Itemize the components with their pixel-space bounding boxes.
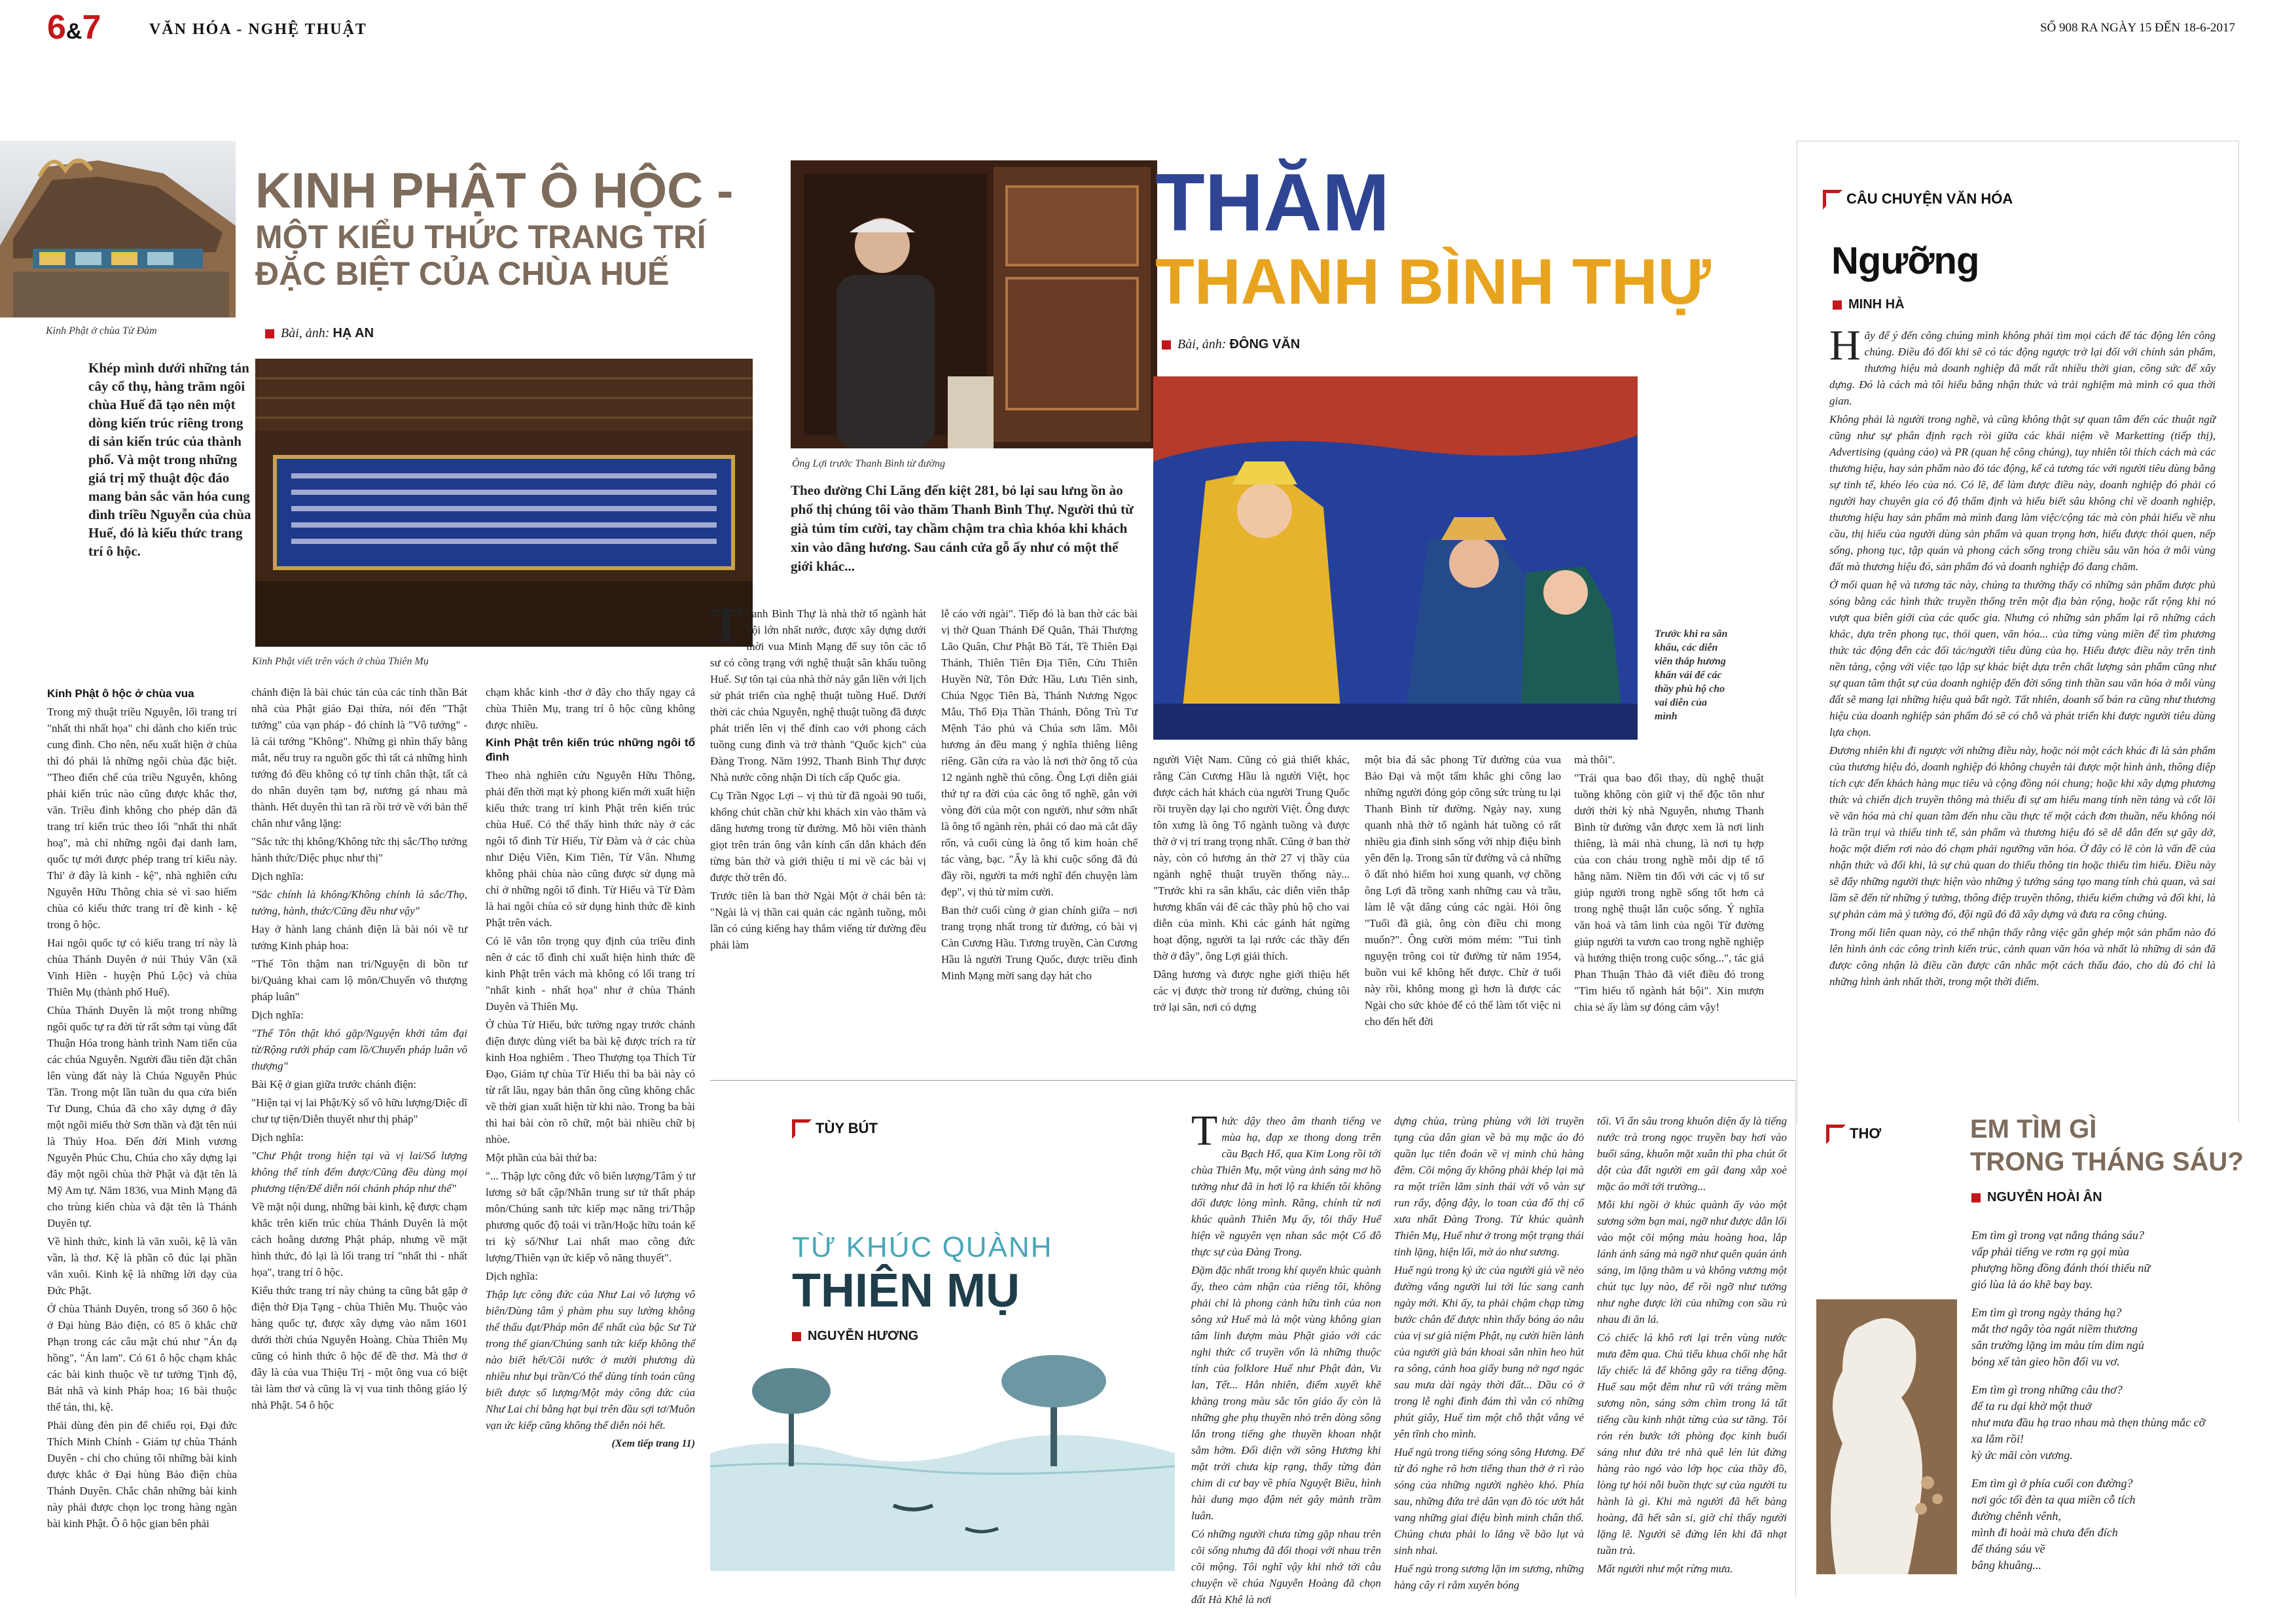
byline-label: Bài, ảnh: bbox=[1177, 337, 1227, 352]
article1-subhead-1: Kinh Phật ô hộc ở chùa vua bbox=[47, 687, 194, 700]
issue-info: SỐ 908 RA NGÀY 15 ĐẾN 18-6-2017 bbox=[2039, 21, 2235, 35]
poem-illustration bbox=[1816, 1299, 1957, 1574]
article3-body bbox=[1829, 321, 2216, 992]
article4-author-name: NGUYỄN HƯƠNG bbox=[808, 1329, 919, 1343]
article1-paragraph: Có lẽ vẫn tôn trọng quy định của triều đình nên ở các tổ đình chỉ xuất hiện hình thức đề kinh Phật trên vách mà không có lối trang trí "nhất kinh - nhất họa" như ở chùa Thánh Duyên và Thiên Mụ. bbox=[486, 935, 695, 1013]
article1-title-line2: MỘT KIỂU THỨC TRANG TRÍ bbox=[255, 219, 706, 255]
poem-line: như mưa đầu hạ trao nhau mà thẹn thùng mắc cỡ bbox=[1971, 1416, 2206, 1429]
article1-column-1 bbox=[47, 684, 237, 1534]
poem-line: nơi góc tối đèn ta qua miền cỗ tích bbox=[1971, 1493, 2136, 1506]
tag-bracket-icon bbox=[1823, 190, 1842, 209]
article1-byline bbox=[265, 326, 374, 341]
article4-paragraph: Có chiếc lá khô rơi lại trên vùng nước mưa đêm qua. Chú tiểu khua chổi nhẹ hắt lấy chiếc lá để không gây ra tiếng động. Huế sau một đêm như rũ với tráng mềm sương nồn, sáng sớm chìm trong lá tất tiếng cầu kinh nhặt từng của sư tăng. Tôi rón rén bước tới phòng đọc kinh buổi sáng như đứa trẻ nhà quê lén lút đứng hàng rào ngó vào lớp học của thầy đồ, lòng tự hỏi nỗi buồn thực sự của người tu hành là gì. Khi mà người đã hết bàng hoàng, đã hết sân si, giờ chỉ thấy người lặng lẽ. Người sẽ đứng lên khi đã nhạt tuần trà. bbox=[1597, 1331, 1787, 1557]
article1-translation: "Sắc chính là không/Không chính là sắc/Thọ, tưởng, hành, thức/Cũng đều như vậy" bbox=[251, 888, 467, 917]
article3-paragraph: Đương nhiên khi đi ngược với những điều này, hoặc nói một cách khác đi là sản phẩm của thương hiệu đó, doanh nghiệp đó không chuyên tải được một hình ảnh, thông điệp tích cực đến khách hàng mục tiêu và cộng đồng nói chung; hoặc khi xây dựng phương thức và chiến dịch truyền thông mà thiếu đi sự am hiểu mang tính nền tảng và cốt lõi về văn hóa mà chỉ quan tâm đến nhu cầu thực tế một cách đơn thuần, nếu không nói là trần trụi và thiếu tinh tế, sản phẩm và thương hiệu đó sẽ dễ dẫn đến sự gây dở, hoặc một điểm rơi nào đó chạm phải ngưỡng văn hóa. Ở đây có lẽ còn là vấn đề của nhận thức và đối khi, là sự chủ quan do thiếu thông tin hoặc thiếu tìm hiểu. Điều này sẽ đẩy những người thực hiện vào những ý tưởng sáng tạo mang tính chủ quan, và sai lầm sẽ đến từ những ý tưởng, thông điệp truyền thông, thiếu kiểm chứng và đối khi, là sự phản cảm mà ý tưởng đó, đội ngũ đó đã xây dựng và đưa ra công chúng. bbox=[1829, 744, 2216, 920]
article4-paragraph: Đặm đặc nhất trong khí quyển khúc quành ấy, theo cảm nhận của riêng tôi, không phải chỉ là phong cảnh hữu tình của non sông xứ Huế mà là một vùng không gian tâm linh đượm màu Phật giáo với các nghi thức cổ truyền vốn là những thuộc tính của folklore Huế như Phật đản, Vu lan, Tết... Hẳn nhiên, điểm xuyết khẽ khàng trong màu sắc tôn giáo ấy còn là những ghe phụ thuyền nhỏ trên dòng sông lẫn trong tiếng ghe thuyền khoan nhặt sắm hờm. Đối diện với sông Hương khi mặt trời chưa kịp rạng, thấy từng đàn chim di cư bay về phía Nguyệt Biều, hình hài dung mạo đậm nét gây mảnh trầm luân. bbox=[1191, 1264, 1381, 1522]
article1-title-line1: KINH PHẬT Ô HỘC - bbox=[255, 163, 734, 219]
article2-paragraph: Dâng hương và được nghe giới thiệu hết các vị được thờ trong từ đường, chúng tôi trở lại sân, nơi có dựng bbox=[1153, 968, 1350, 1013]
article2-sapo: Theo đường Chi Lăng đến kiệt 281, bỏ lại sau lưng ồn ào phố thị chúng tôi vào thăm Thanh Bình Thự. Người thủ từ già tủm tỉm cười, tay chầm chậm tra chìa khóa khi khách xin vào dâng hương. Sau cánh cửa gỗ ấy như có một thế giới khác... bbox=[791, 482, 1134, 574]
article4-paragraph: Huế ngủ trong kỷ ức của người già về nẻo đường vắng người lui tới lúc sang canh ngày mới. Khi ấy, ta phải chậm chạp từng bước chân để được nhìn thấy bóng áo nâu của vị sư già niệm Phật, nụ cười hiền lành của người già bán khoai sắn nhìn heo hút ra sông, cánh hoa giấy bung nở ngơ ngác sau mưa dài ngày thời đất... Dầu có ở trong lễ nghi đình đám thì vẫn có những phút giây, Huế tìm một chỗ thật vắng vẻ yên tĩnh cho mình. bbox=[1394, 1264, 1584, 1440]
poem-line: Em tìm gì ở phía cuối con đường? bbox=[1971, 1477, 2133, 1490]
article1-paragraph: Hai ngôi quốc tự có kiểu trang trí này là chùa Thánh Duyên ở núi Thúy Vân (xã Vinh Hiền - huyện Phú Lộc) và chùa Thiên Mụ (thành phố Huế). bbox=[47, 937, 237, 998]
article3-paragraph: Trong mối liên quan này, có thể nhận thấy rằng việc gắn ghép một sản phẩm nào đó lên hình ảnh các công trình kiến trúc, cảnh quan văn hóa và nhất là những di sản đã được công nhận là điều cần được cân nhắc một cách thấu đáo, cho dù đó chỉ là những hình ảnh nhất thời, trong một thời điểm. bbox=[1829, 926, 2216, 988]
article4-title-line2: THIÊN MỤ bbox=[792, 1265, 1020, 1317]
article1-paragraph: "... Thập lực công đức vô biên lượng/Tâm ý tư lương sở bất cập/Nhân trung sư tử thất pháp môn/Chúng sanh tức kiếp mạc năng tri/Thập phương quốc độ toái vi trần/Hoặc hữu toán kế tri kỳ số/Như Lai nhất mao công đức lượng/Thiên vạn ức kiếp vô năng thuyết". bbox=[486, 1170, 695, 1264]
old-man-caption: Ông Lợi trước Thanh Bình từ đường bbox=[792, 458, 946, 469]
page-header bbox=[0, 0, 2281, 52]
article1-column-2 bbox=[251, 684, 467, 1415]
article1-paragraph: chạm khắc kinh -thơ ở đây cho thấy ngay cả chùa Thiên Mụ, trang trí ô hộc cũng không được nhiều. bbox=[486, 686, 695, 731]
article2-title bbox=[1155, 160, 1731, 317]
shrine-photo-icon bbox=[791, 160, 1157, 448]
poem-line: Em tìm gì trong ngày tháng hạ? bbox=[1971, 1306, 2122, 1319]
roof-photo-caption: Kinh Phật ở chùa Từ Đàm bbox=[46, 325, 157, 336]
article2-paragraph: "Trái qua bao đổi thay, dù nghệ thuật tuồng không còn giữ vị thế độc tôn như dưới thời kỳ nhà Nguyễn, nhưng Thanh Bình từ đường vẫn được xem là nơi linh thiêng, là mái nhà chung, là nơi tụ hợp của con cháu trong nghề mỗi dịp tế tổ hằng năm. Niềm tin đối với các vị tổ sư giúp người trong nghề sống tốt hơn cả trong nghệ thuật lẫn cuộc sống. Ý nghĩa văn hoá và tâm linh của ngôi Từ đường giúp người ta vươn cao trong nghề nghiệp và hướng thiện trong cuộc sống...", tác giả Phan Thuận Thảo đã viết điều đó trong "Tìm hiểu tổ ngành hát bội". Xin mượn chia sẻ ấy làm sự đóng cảm vậy! bbox=[1574, 772, 1764, 1013]
article4-paragraph: Có những người chưa từng gặp nhau trên cõi sống nhưng đã đối thoại với nhau trên cõi mộng. Tôi nghĩ vậy khi nhớ tới câu chuyện về chúa Nguyễn Hoàng đã chọn đất Hà Khê là nơi bbox=[1191, 1528, 1381, 1606]
page-number-right: 7 bbox=[82, 9, 101, 46]
article1-paragraph: Hay ở hành lang chánh điện là bài nói về tư tưởng Kinh pháp hoa: bbox=[251, 923, 467, 952]
continued-note: (Xem tiếp trang 11) bbox=[611, 1438, 695, 1449]
article2-paragraph-text: hanh Bình Thự là nhà thờ tổ ngành hát bội lớn nhất nước, được xây dựng dưới thời vua Minh Mạng để suy tôn các tổ sư có công trạng với nghệ thuật sân khấu tuồng Huế. Sự tôn tại của nhà thờ này gắn liền với lịch sử phát triển của nghệ thuật tuồng Huế. Dưới thời các chúa Nguyễn, nghệ thuật tuồng đã được phát triển lên vị thế đỉnh cao với phong cách tuồng cung đình và trở thành "Quốc kịch" của Đàng Trong. Năm 1992, Thanh Bình Thự được Nhà nước công nhận Di tích cấp Quốc gia. bbox=[710, 607, 926, 784]
article1-paragraph: Ở chùa Từ Hiếu, bức tường ngay trước chánh điện được dùng viết ba bài kệ được trích ra từ kinh Hoa nghiêm . Theo Thượng tọa Thích Từ Đạo, Giám tự chùa Từ Hiếu thì ba bài này có từ rất lâu, ngay bản thân ông cũng không chắc về thời gian xuất hiện từ khi nào. Trong ba bài thì hai bài còn rõ chữ, một bài nhiều chữ bị nhòe. bbox=[486, 1019, 695, 1146]
article4-title-line1: TỪ KHÚC QUÀNH bbox=[792, 1231, 1053, 1263]
article1-paragraph: Về hình thức, kinh là văn xuôi, kệ là văn vần, là thơ. Kệ là phần cô đúc lại phần văn xuôi. Kinh kệ là những lời dạy của Đức Phật. bbox=[47, 1235, 237, 1297]
poem-line: mắt thơ ngây tòa ngát niềm thương bbox=[1971, 1322, 2138, 1335]
article4-column-3 bbox=[1597, 1113, 1787, 1579]
byline-marker-icon bbox=[265, 329, 274, 338]
article1-sapo: Khép mình dưới những tán cây cổ thụ, hàng trăm ngôi chùa Huế đã tạo nên một dòng kiến trúc riêng trong di sản kiến trúc của thành phố. Và một trong những giá trị mỹ thuật độc đáo mang bản sắc văn hóa cung đình triều Nguyễn của chùa Huế, đó là kiểu thức trang trí ô hộc. bbox=[88, 360, 251, 559]
poem-tag bbox=[1826, 1125, 1881, 1144]
page-number-amp: & bbox=[65, 19, 82, 44]
article1-paragraph: Dịch nghĩa: bbox=[251, 1009, 304, 1021]
article1-paragraph: Chùa Thánh Duyên là một trong những ngôi quốc tự ra đời từ rất sớm tại vùng đất Thuận Hóa trong hành trình Nam tiến của các chúa Nguyễn. Người đầu tiên đặt chân lên vùng đất này là Chúa Nguyễn Phúc Tần. Trong một lần tuần du qua cửa biển Tư Dung, Chúa đã cho xây dựng ở đây một ngôi miếu thờ Sơn thần và đặt tên núi là Thúy Hoa. Đến đời Minh vương Nguyễn Phúc Chu, Chúa cho xây dựng lại đây một ngôi chùa thờ Phật và đặt tên là Mỹ Am tự. Năm 1836, vua Minh Mạng đã cho trùng kiến chùa và đặt tên là Thánh Duyên tự. bbox=[47, 1004, 237, 1229]
girl-silhouette-icon bbox=[1816, 1299, 1957, 1574]
stage-photo bbox=[1153, 376, 1638, 740]
poem-line: để ta ru dại khờ một thuở bbox=[1971, 1399, 2092, 1413]
article3-author bbox=[1833, 297, 1905, 312]
scripture-panel-icon bbox=[255, 359, 753, 653]
roof-photo bbox=[0, 141, 236, 317]
stage-photo-caption: Trước khi ra sân khấu, các diễn viên thắp hương khấn vái để các thầy phù hộ cho vai diễn của mình bbox=[1655, 628, 1728, 722]
article2-byline bbox=[1162, 337, 1300, 352]
article1-paragraph: "Sắc tức thị không/Không tức thị sắc/Thọ tưởng hành thức/Diệc phục như thị" bbox=[251, 835, 467, 864]
byline-author: ĐÔNG VĂN bbox=[1229, 337, 1301, 352]
article1-paragraph: Kiểu thức trang trí này chúng ta cũng bắt gặp ở điện thờ Địa Tạng - chùa Thiên Mụ. Thuộc vào hàng quốc tự, được xây dựng vào năm 1601 dưới thời chúa Nguyễn Hoàng. Chùa Thiên Mụ cũng có hình thức ô hộc để đề thơ. Mà thơ ở đây là của vua Thiệu Trị - một ông vua có biệt tài làm thơ và cũng là vị vua tinh thông giáo lý nhà Phật. 54 ô hộc bbox=[251, 1284, 467, 1411]
article2-paragraph: Trước tiên là ban thờ Ngài Một ở chái bên tả: "Ngài là vị thần cai quản các ngành tuồng, mỗi lần có cúng kiếng hay thắm viếng từ đường đều phải làm bbox=[710, 890, 926, 951]
article1-paragraph: "Hiện tại vị lai Phật/Kỳ số vô hữu lượng/Diệc dĩ chư tự tiện/Diễn thuyết như thị pháp" bbox=[251, 1096, 467, 1125]
section-title: VĂN HÓA - NGHỆ THUẬT bbox=[149, 21, 367, 38]
article4-paragraph: Mỗi khi ngồi ở khúc quành ấy vào một sương sớm bạn mai, ngỡ như được dẫn lối vào một cõi mộng màu hoàng hoa, lắp lánh ánh sáng mà ngỡ như quên quán ánh sáng, im lặng thăm u và không vương một chút tục lụy nào, để rồi ngỡ như tưởng như nghe được lời của những con sầu rủ nhau đi ăn lá. bbox=[1597, 1199, 1787, 1326]
culture-story-tag-text: CÂU CHUYỆN VĂN HÓA bbox=[1846, 190, 2013, 207]
article1-translation: "Chư Phật trong hiện tại và vị lai/Số lượng không thể tính đếm được/Cũng đều dùng mọi phương tiện/Để diễn nói chánh pháp như thế" bbox=[251, 1149, 467, 1195]
poem-line: vấp phải tiếng ve rơm rạ gọi mùa bbox=[1971, 1245, 2130, 1258]
article1-translation: "Thế Tôn thật khó gặp/Nguyện khởi tâm đại từ/Rộng rưới pháp cam lồ/Chuyển pháp luân vô thượng" bbox=[251, 1027, 467, 1072]
poem-line: kỳ ức mãi còn vương. bbox=[1971, 1449, 2073, 1462]
article3-title: Ngưỡng bbox=[1831, 240, 1979, 282]
poem-stanza bbox=[1971, 1475, 2233, 1574]
article2-paragraph: mà thôi". bbox=[1574, 753, 1615, 766]
article1-paragraph: Phải dùng đèn pin để chiếu rọi, Đại đức Thích Minh Chính - Giám tự chùa Thánh Duyên - chỉ cho chúng tôi những bài kinh được khắc ở Đại hùng Bảo điện chùa Thánh Duyên. Chắc chắn những bài kinh này phải được chọn lọc trong hàng ngàn bài kinh Phật. Ô ô hộc gian bên phải bbox=[47, 1419, 237, 1530]
article2-dropcap: T bbox=[710, 599, 743, 653]
poem-line: Em tìm gì trong vạt nắng tháng sáu? bbox=[1971, 1229, 2144, 1242]
old-man-photo bbox=[791, 160, 1157, 448]
article1-paragraph: chánh điện là bài chúc tán của các tỉnh thần Bát nhã của Phật giáo Đại thừa, nói đến "Thật tướng" của vạn pháp - đó chính là "Vô tướng" - là cái tướng "Không". Những gì nhìn thấy bằng mắt, nếu truy ra nguồn gốc thì tất cả những hình tướng đó đều không có tự tính chân thật, tất cả do nhân duyên tạm bợ, nương gá nhau mà thành. Hết duyên thì tan rã rồi trở về với bản thể chân như vắng lặng: bbox=[251, 686, 467, 829]
article1-paragraph: "Thế Tôn thậm nan tri/Nguyện di bồn tư bi/Quảng khai cam lộ môn/Chuyển vô thượng pháp luân" bbox=[251, 958, 467, 1003]
article1-paragraph: Bài Kệ ở gian giữa trước chánh điện: bbox=[251, 1078, 417, 1091]
poem-line: bâng khuâng... bbox=[1971, 1559, 2041, 1572]
article4-paragraph: dựng chùa, trùng phùng với lời truyền tụng của dân gian về bà mụ mặc áo đỏ quần lục tiên đoán về vị minh chủ hàng đêm. Cõi mộng ấy không phải khép lại mà ra một triền lãm sinh thái với vô vàn sự run rẩy, động đậy, lo toan của đố thị cổ xưa nhất Đàng Trong. Từ khúc quành Thiên Mụ, Huế như ở trong một trạng thái tinh lặng, hiện lối, mờ áo như sương. bbox=[1394, 1115, 1584, 1258]
article4-dropcap: T bbox=[1191, 1107, 1218, 1155]
article1-paragraph: Ở chùa Thánh Duyên, trong số 360 ô hộc ở Đại hùng Bảo điện, có 85 ô khắc chữ Phạn trong các câu mật chú như "Án đạ hồng", "Án lam". Có 61 ô hộc chạm khắc các bài kinh thuộc về tư tưởng Tịnh độ, Bát nhã và kinh Pháp hoa; 16 bài thuộc thể tán, thi, kệ. bbox=[47, 1303, 237, 1413]
scripture-panel-caption: Kinh Phật viết trên vách ở chùa Thiên Mụ bbox=[252, 656, 429, 667]
byline-label: Bài, ảnh: bbox=[281, 326, 330, 340]
article3-paragraph: Không phải là người trong nghề, và cũng không thật sự quan tâm đến các thuật ngữ cũng như sự phân định rạch ròi giữa các khái niệm về Marketting (tiếp thị), Advertising (quảng cáo) và PR (quan hệ công chúng), tuy nhiên tôi thích cách mà các thương hiệu, hay sản phẩm nào đó tác động, kể cả tương tác với người tiêu dùng bằng sự tinh tế, khéo léo của nó. Có lẽ, để làm được điều này, doanh nghiệp đó phải có người hay chuyên gia có độ thẩm định và hiểu biết sâu không chỉ về doanh nghiệp, thương hiệu hay sản phẩm mà mình đang làm việc/cộng tác mà còn phải hiểu về nhu cầu, thị hiếu của người dùng sản phẩm và quan trọng hơn, hiểu được thói quen, nếp sống, phong tục, tập quán và phong cách sống trong chiều sâu văn hóa ở mỗi vùng đất mà thương hiệu đó, sản phẩm đó và doanh nghiệp đó đang chăm. bbox=[1829, 413, 2216, 573]
section-rule bbox=[710, 1080, 1795, 1081]
poem-body bbox=[1971, 1227, 2233, 1574]
byline-author: HẠ AN bbox=[332, 326, 374, 340]
poem-line: bóng xế tàn gieo hồn đổi vu vơ. bbox=[1971, 1355, 2120, 1368]
article1-title-line3: ĐẶC BIỆT CỦA CHÙA HUẾ bbox=[255, 255, 670, 292]
article2-column-4 bbox=[1365, 751, 1561, 1032]
article4-paragraph: Mất người như một rừng mưa. bbox=[1597, 1562, 1733, 1575]
poem-tag-text: THƠ bbox=[1850, 1125, 1882, 1142]
poem-line: Em tìm gì trong những câu thơ? bbox=[1971, 1383, 2123, 1396]
page-number bbox=[47, 8, 101, 47]
river-tree-boat-icon bbox=[710, 1355, 1175, 1571]
poem-line: sân trường lặng im màu tím dim ngủ bbox=[1971, 1339, 2144, 1352]
article3-paragraph bbox=[1829, 321, 2216, 409]
tag-bracket-icon bbox=[792, 1119, 812, 1139]
poem-line: đường chênh vênh, bbox=[1971, 1509, 2061, 1523]
article3-paragraph-text: ãy để ý đến công chúng mình không phải tìm mọi cách để tác động lên công chúng. Điều đó đối khi sẽ có tác động ngược trở lại đối với chính sản phẩm, thương hiệu mà doanh nghiệp đã mất rất nhiều thời gian, công sức để xây dựng. Đó là cách mà tôi hiểu bằng nhận thức và trải nghiệm mà mình có qua thời gian. bbox=[1829, 329, 2216, 407]
article4-paragraph-text: hức dậy theo âm thanh tiếng ve mùa hạ, đạp xe thong dong trên cầu Bạch Hổ, qua Kim Long rồi tới chùa Thiên Mụ, một vùng ảnh sáng mơ hồ tưởng như đã in hơi lộ ra khiến tôi không dối được lòng mình. Rằng, chính từ nơi khúc quành Thiên Mụ ấy, tôi thấy Huế hiện về nguyên vẹn nhan sắc một Cố đô thực sự của Đàng Trong. bbox=[1191, 1115, 1381, 1258]
article2-paragraph: Cụ Trần Ngọc Lợi – vị thủ từ đã ngoài 90 tuổi, khổng chút chần chừ khi khách xin vào thăm và dâng hương trong từ đường. Mỗ hồi viên thành giọt trên trán ông vẫn kính cẩn dẫn khách đến từng bàn thờ và giới thiệu tỉ mỉ về các bài vị được thờ trên đó. bbox=[710, 789, 926, 884]
article2-paragraph bbox=[710, 599, 926, 785]
article2-paragraph: người Việt Nam. Cũng có giả thiết khác, rằng Càn Cương Hầu là người Việt, học được cách hát khách của người Trung Quốc rồi truyền dạy lại cho người Việt. Ông được tôn xưng là ông Tổ ngành tuồng và được thờ ở vị trí trang trọng nhất. Cũng ở ban thờ này, còn có hương án thờ 27 vị thầy của ngành nghệ thuật truyền thống này... "Trước khi ra sân khấu, các diễn viên thắp hương khấn vái để các thầy phù hộ cho vai diễn của mình. Khi các gánh hát ngừng hoạt động, người ta lại rước các thầy đến thờ ở đây", ông Lợi giải thích. bbox=[1153, 753, 1350, 962]
article2-paragraph: một bia đá sắc phong Từ đường của vua Bảo Đại và một tấm khắc ghi công lao những người đóng góp công sức trùng tu lại Thanh Bình từ đường. Ngày nay, xung quanh nhà thờ tổ ngành hát tuồng có rất nhiều gia đình sinh sống với nhịp điệu bình yên đến lạ. Trong sân từ đường và cả những ô đất nhỏ hiếm hoi xung quanh, vợ chồng ông Lợi đã trồng xanh những cau và trầu, làm lễ vật dâng cúng các ngài. Hỏi ông "Tuổi đã già, ông còn điều chi mong muốn?". Ông cười mỏm mém: "Tui tình nguyện trông coi từ đường từ năm 1954, buồn vui kể không hết được. Chừ ở tuổi này rồi, không mong gì hơn là được các Ngài cho sức khỏe để có thể làm tốt việc ni cho đến hết đời bbox=[1365, 753, 1561, 1028]
tag-bracket-icon bbox=[1826, 1125, 1846, 1144]
article1-paragraph: Về mặt nội dung, những bài kinh, kệ được chạm khắc trên kiến trúc chùa Thánh Duyên là một cách hoằng dương Phật pháp, nhưng về mặt hình thức, đó lại là lối trang trí "nhất thi - nhất họa", trang trí ô hộc. bbox=[251, 1200, 467, 1278]
poem-title-line2: TRONG THÁNG SÁU? bbox=[1970, 1147, 2244, 1176]
article4-paragraph: Huế ngủ trong sương lặn im sương, những hàng cây ri rắm xuyên bóng bbox=[1394, 1562, 1584, 1591]
poem-line: phượng hồng đồng đánh thói thiếu nữ bbox=[1971, 1261, 2151, 1274]
author-marker-icon bbox=[1971, 1193, 1981, 1202]
article2-paragraph: lễ cáo với ngài". Tiếp đó là ban thờ các bài vị thờ Quan Thánh Đế Quân, Thái Thượng Lão Quân, Chư Phật Bồ Tát, Tề Thiên Đại Thánh, Thiên Tiên Địa Tiên, Cửu Thiên Huyền Nữ, Tôn Đức Hầu, Lưu Tiên sinh, Chúa Ngọc Tiên Bà, Thánh Nương Ngọc Mẫu, Thổ Địa Thần Thánh, Đông Trù Tư Mệnh Táo phủ và Chúa sơn lâm. Mỗi hương án đều mang ý nghĩa thiêng liêng riêng. Gần cửa ra vào là nơi thờ ông tổ của 12 ngành nghề thủ công. Ông Lợi diễn giải thứ tự ra đời của các ông tổ nghề, gắn với vòng đời của một con người, như sớm nhất là ông tổ ngành rèn, phải có dao mà cắt dây rốn, và cuối cùng là ông tổ kim hoàn chế tác vàng, bạc. "Ấy là khi cuộc sống đã đủ đầy rồi, người ta mới nghĩ đến chuyện làm đẹp", vị thủ từ mỉm cười. bbox=[941, 607, 1138, 898]
poem-author bbox=[1971, 1190, 2102, 1205]
poem-line: gió lùa là áo khẽ bay bay. bbox=[1971, 1278, 2093, 1291]
article1-paragraph: Một phần của bài thứ ba: bbox=[486, 1151, 598, 1164]
article2-column-5 bbox=[1574, 751, 1764, 1017]
culture-story-tag bbox=[1823, 190, 2013, 209]
article1-paragraph: Dịch nghĩa: bbox=[251, 870, 304, 882]
article4-paragraph: tối. Vì ẩn sâu trong khuôn diện ấy là tiếng nước trà trong ngọc truyền bay hơi vào buổi sáng, khuôn mặt xuân thì pha chút ốt dột của đất người em gái đang xắp xoè mặc áo mới tới trường... bbox=[1597, 1115, 1787, 1193]
poem-author-name: NGUYỄN HOÀI ÂN bbox=[1987, 1190, 2102, 1204]
page-number-left: 6 bbox=[47, 9, 66, 46]
article3-dropcap: H bbox=[1829, 321, 1861, 369]
article1-translation: Thập lực công đức của Như Lai vô lượng vô biên/Dùng tâm ý phàm phu suy lường không thể thấu đạt/Pháp môn để nhất của bậc Sư Tử trong thế gian/Chúng sanh tức kiếp không thể nào biết hết/Cõi nước ở mười phương dù nhiều như bụi trần/Có thể dùng tính toán cũng biết được số lượng/Một mảy công đức của Như Lai chỉ bằng hạt bụi trên đầu sợi tơ/Muôn vạn ức kiếp cũng không thể diễn nói hết. bbox=[486, 1288, 695, 1432]
river-illustration bbox=[710, 1355, 1175, 1571]
pagoda-roof-icon bbox=[0, 141, 236, 317]
article1-column-3 bbox=[486, 684, 695, 1454]
article2-title-line1: THĂM bbox=[1155, 158, 1390, 248]
article1-paragraph: Theo nhà nghiên cứu Nguyễn Hữu Thông, phải đến thời mạt kỳ phong kiến mới xuất hiện kiểu thức trang trí kinh Phật trên kiến trúc chùa Huế. Có thể thấy hình thức này ở các ngôi tổ đình Từ Hiếu, Từ Đàm và ở các chùa như Diệu Viên, Kim Tiên, Từ Vân. Nhưng không phải chùa nào cũng được sử dụng mà chỉ ở những ngôi tổ đình. Từ Hiếu và Từ Đàm là hai ngôi chùa có sử dụng hình thức đề kinh Phật trên vách. bbox=[486, 769, 695, 929]
article1-paragraph: Trong mỹ thuật triều Nguyễn, lối trang trí "nhất thi nhất họa" chỉ dành cho kiến trúc cung đình. Cho nên, nếu xuất hiện ở chùa thì đó phải là những ngôi chùa đặc biệt. "Theo điển chế của triều Nguyễn, không phải kiến trúc nào cũng được khắc thơ, văn. Triều đình không cho phép dân đã trang trí kiến trúc theo lối "nhất thi nhất hoạ", mà chỉ những ngôi đại danh lam, quốc tự mới được phép trang trí kiểu này. Thi' ở đây là kinh - kệ", nhà nghiên cứu Nguyễn Hữu Thông chia sẻ vì sao hiếm chùa có kiểu thức trang trí đề kinh - kệ trong ô hộc. bbox=[47, 706, 237, 931]
poem-title bbox=[1970, 1113, 2244, 1178]
essay-tag-text: TÙY BÚT bbox=[816, 1119, 878, 1136]
article4-column-1 bbox=[1191, 1107, 1381, 1610]
scripture-panel-photo bbox=[255, 359, 753, 653]
article4-paragraph: Huế ngủ trong tiếng sóng sông Hương. Để từ đó nghe rõ hơn tiếng than thở ở rì rào sóng của những người nghèo khó. Phía sau, những đứa trẻ dân vạn đò tóc ướt hắt vang những giai điệu bình minh chân thổ. Chúng chưa phải lo lắng về bão lụt và sinh nhai. bbox=[1394, 1446, 1584, 1557]
tuong-performers-icon bbox=[1153, 376, 1638, 740]
author-marker-icon bbox=[1833, 300, 1842, 310]
article2-paragraph: Ban thờ cuối cùng ở gian chính giữa – nơi trang trọng nhất trong từ đường, có bài vị Càn Cương Hầu. Tương truyền, Càn Cương Hầu là người Trung Quốc, được triều đình Minh Mạng mời sang dạy hát cho bbox=[941, 904, 1138, 982]
poem-stanza bbox=[1971, 1227, 2233, 1293]
column-divider bbox=[1795, 1080, 1796, 1597]
byline-marker-icon bbox=[1162, 340, 1171, 350]
article4-column-2 bbox=[1394, 1113, 1584, 1595]
article4-paragraph bbox=[1191, 1107, 1381, 1260]
article4-title bbox=[792, 1231, 1052, 1317]
article2-column-2 bbox=[941, 605, 1138, 986]
article1-paragraph: Dịch nghĩa: bbox=[486, 1270, 538, 1282]
article3-paragraph: Ở mối quan hệ và tương tác này, chúng ta thường thấy có những sản phẩm được phủ sóng bằng các hình thức truyền thống trên một địa bàn rộng, hoặc rất rộng khi nó vượt qua biên giới của các quốc gia. Nhưng có những sản phẩm lại rõ những cách khác, dựa trên phong tục, thói quen, văn hóa... của từng vùng miền để tìm phương thức tác động đến các đối tác/người tiêu dùng của họ. Hiểu được điều này trên tình nền tảng, cộng với việc tạo lập sự khác biệt dựa trên chất lượng sản phẩm cũng như sự quan tâm thật sự của doanh nghiệp đến đời sống tinh thần sau văn hóa ở mỗi vùng đất sẽ mang lại những hiệu quả bất ngờ. Tất nhiên, doanh số bán ra cũng như thương hiệu của doanh nghiệp sản phẩm đó sẽ có chỗ và phát triển khi được người tiêu dùng lựa chọn. bbox=[1829, 579, 2216, 738]
poem-line: xa lắm rồi! bbox=[1971, 1432, 2024, 1445]
article4-author bbox=[792, 1329, 918, 1344]
author-marker-icon bbox=[792, 1332, 801, 1341]
poem-title-line1: EM TÌM GÌ bbox=[1970, 1115, 2097, 1144]
article1-subhead-2: Kinh Phật trên kiến trúc những ngôi tổ đình bbox=[486, 736, 695, 763]
poem-line: mình đi hoài mà chưa đến đích bbox=[1971, 1526, 2118, 1539]
poem-stanza bbox=[1971, 1382, 2233, 1464]
poem-stanza bbox=[1971, 1305, 2233, 1370]
article1-paragraph: Dịch nghĩa: bbox=[251, 1131, 304, 1144]
essay-tag bbox=[792, 1119, 878, 1139]
article2-column-1 bbox=[710, 599, 926, 955]
article2-title-line2: THANH BÌNH THỰ bbox=[1155, 245, 1711, 317]
poem-line: để tháng sáu về bbox=[1971, 1542, 2045, 1555]
column-divider bbox=[2238, 141, 2239, 1123]
article2-column-3 bbox=[1153, 751, 1350, 1017]
article1-title bbox=[255, 164, 766, 292]
article3-author-name: MINH HÀ bbox=[1848, 297, 1905, 312]
